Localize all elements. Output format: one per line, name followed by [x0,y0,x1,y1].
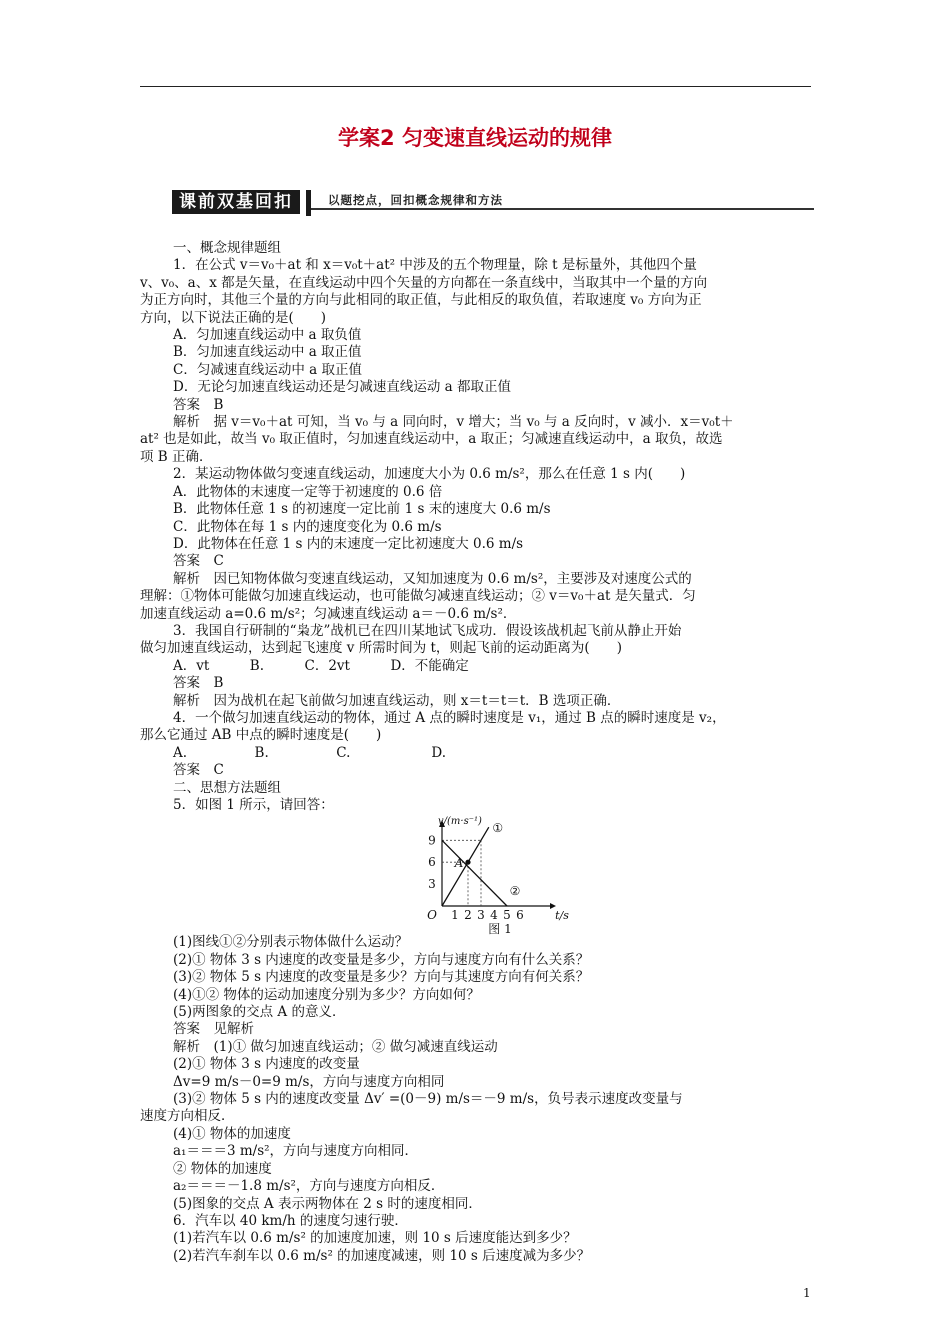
text-line: 答案 C [173,553,224,570]
page-number: 1 [803,1286,811,1300]
text-line: (3)② 物体 5 s 内的速度改变量 Δv′ =(0－9) m/s＝－9 m/s，负号表示速度改变量与 [173,1091,683,1108]
text-line: A. B. C. D. [173,744,447,761]
y-axis-label: v/(m·s⁻¹) [438,816,482,828]
text-line: 理解：①物体可能做匀加速直线运动，也可能做匀减速直线运动；② v＝v₀＋at 是矢量式．匀 [140,588,696,605]
text-line: 加速直线运动 a=0.6 m/s²；匀减速直线运动 a＝－0.6 m/s²． [140,605,517,622]
text-line: A．匀加速直线运动中 a 取负值 [173,327,362,344]
point-label: A [454,856,464,871]
text-line: C．匀减速直线运动中 a 取正值 [173,361,362,378]
text-line: B．匀加速直线运动中 a 取正值 [173,344,362,361]
text-line: (5)图象的交点 A 表示两物体在 2 s 时的速度相同． [173,1195,482,1212]
text-line: 答案 C [173,762,224,779]
series-line-1 [442,828,489,907]
text-line: 做匀加速直线运动，达到起飞速度 v 所需时间为 t，则起飞前的运动距离为( ) [140,640,622,657]
text-line: (1)图线①②分别表示物体做什么运动？ [173,934,409,951]
text-line: A．此物体的末速度一定等于初速度的 0.6 倍 [173,483,443,500]
text-line: 解析 (1)① 做匀加速直线运动；② 做匀减速直线运动 [173,1038,498,1055]
velocity-time-graph [412,814,569,937]
y-tick-label: 9 [428,833,436,848]
x-tick-label: 3 [477,908,485,923]
text-line: 解析 因已知物体做匀变速直线运动，又知加速度为 0.6 m/s²，主要涉及对速度公式的 [173,570,692,587]
series-label-1: ① [492,821,504,836]
series-label-2: ② [509,884,521,899]
intersection-point [465,860,470,865]
text-line: at² 也是如此，故当 v₀ 取正值时，匀加速直线运动中，a 取正；匀减速直线运动中，a 取负，故选 [140,431,723,448]
x-axis-label: t/s [555,909,569,923]
banner-rule [311,208,814,210]
text-line: 6．汽车以 40 km/h 的速度匀速行驶． [173,1212,408,1229]
y-tick-label: 3 [428,877,436,892]
text-line: Δv=9 m/s－0=9 m/s，方向与速度方向相同 [173,1073,445,1090]
text-line: 答案 B [173,675,224,692]
text-line: 2．某运动物体做匀变速直线运动，加速度大小为 0.6 m/s²，那么在任意 1 s 内( ) [173,466,686,483]
document-body [140,240,811,1265]
text-line: 3．我国自行研制的“枭龙”战机已在四川某地试飞成功．假设该战机起飞前从静止开始 [173,622,682,639]
text-line: 答案 见解析 [173,1021,254,1038]
text-line: 4．一个做匀加速直线运动的物体，通过 A 点的瞬时速度是 v₁，通过 B 点的瞬时速度是 v₂， [173,709,726,726]
x-tick-label: 4 [490,908,498,923]
text-line: a₂＝＝＝－1.8 m/s²，方向与速度方向相反． [173,1178,445,1195]
text-line: 方向，以下说法正确的是( ) [140,309,327,326]
text-line: 解析 据 v＝v₀＋at 可知，当 v₀ 与 a 同向时，v 增大；当 v₀ 与 a 反向时，v 减小．x＝v₀t＋ [173,414,734,431]
text-line: (2)若汽车刹车以 0.6 m/s² 的加速度减速，则 10 s 后速度减为多少？ [173,1247,591,1264]
figure-1 [140,814,811,937]
text-line: (4)①② 物体的运动加速度分别为多少？方向如何？ [173,986,480,1003]
text-line: 答案 B [173,396,224,413]
banner-main: 课前双基回扣 [172,190,300,214]
text-line: 那么它通过 AB 中点的瞬时速度是( ) [140,727,382,744]
text-line: ② 物体的加速度 [173,1160,272,1177]
text-line: D．无论匀加速直线运动还是匀减速直线运动 a 都取正值 [173,379,511,396]
text-line: (2)① 物体 3 s 内速度的改变量是多少，方向与速度方向有什么关系？ [173,951,590,968]
banner-bar [306,190,311,216]
text-line: v、v₀、a、x 都是矢量，在直线运动中四个矢量的方向都在一条直线中，当取其中一个量的方向 [140,274,708,291]
text-line: A．vt B. C．2vt D．不能确定 [173,657,469,674]
questions-part-1 [140,240,811,814]
text-line: 二、思想方法题组 [173,779,281,796]
banner-subtitle: 以题挖点，回扣概念规律和方法 [328,193,503,207]
text-line: 速度方向相反． [140,1108,235,1125]
text-line: (5)两图象的交点 A 的意义． [173,1004,346,1021]
x-tick-label: 5 [503,908,511,923]
questions-part-2 [140,934,811,1265]
text-line: D．此物体在任意 1 s 内的末速度一定比初速度大 0.6 m/s [173,535,524,552]
text-line: (2)① 物体 3 s 内速度的改变量 [173,1056,360,1073]
text-line: (1)若汽车以 0.6 m/s² 的加速度加速，则 10 s 后速度能达到多少？ [173,1230,577,1247]
page-title: 学案2 匀变速直线运动的规律 [338,126,612,150]
text-line: 一、概念规律题组 [173,240,281,256]
text-line: a₁＝＝＝3 m/s²，方向与速度方向相同． [173,1143,419,1160]
text-line: C．此物体在每 1 s 内的速度变化为 0.6 m/s [173,518,442,535]
text-line: (3)② 物体 5 s 内速度的改变量是多少？方向与其速度方向有何关系？ [173,969,590,986]
x-tick-label: 6 [516,908,524,923]
text-line: 5．如图 1 所示，请回答： [173,797,334,813]
text-line: 为正方向时，其他三个量的方向与此相同的取正值，与此相反的取负值，若取速度 v₀ 方向为正 [140,292,702,309]
top-rule [140,86,811,87]
x-tick-label: 2 [464,908,472,923]
text-line: B．此物体任意 1 s 的初速度一定比前 1 s 末的速度大 0.6 m/s [173,501,551,518]
text-line: (4)① 物体的加速度 [173,1125,291,1142]
x-tick-label: 1 [451,908,459,923]
section-banner [172,190,814,218]
y-tick-label: 6 [428,855,436,870]
text-line: 1．在公式 v＝v₀＋at 和 x＝v₀t＋at² 中涉及的五个物理量，除 t 是标量外，其他四个量 [173,257,697,274]
text-line: 项 B 正确． [140,448,213,465]
origin-label: O [427,908,437,923]
text-line: 解析 因为战机在起飞前做匀加速直线运动，则 x＝t＝t＝t．B 选项正确． [173,692,621,709]
figure-caption: 图 1 [488,922,512,937]
